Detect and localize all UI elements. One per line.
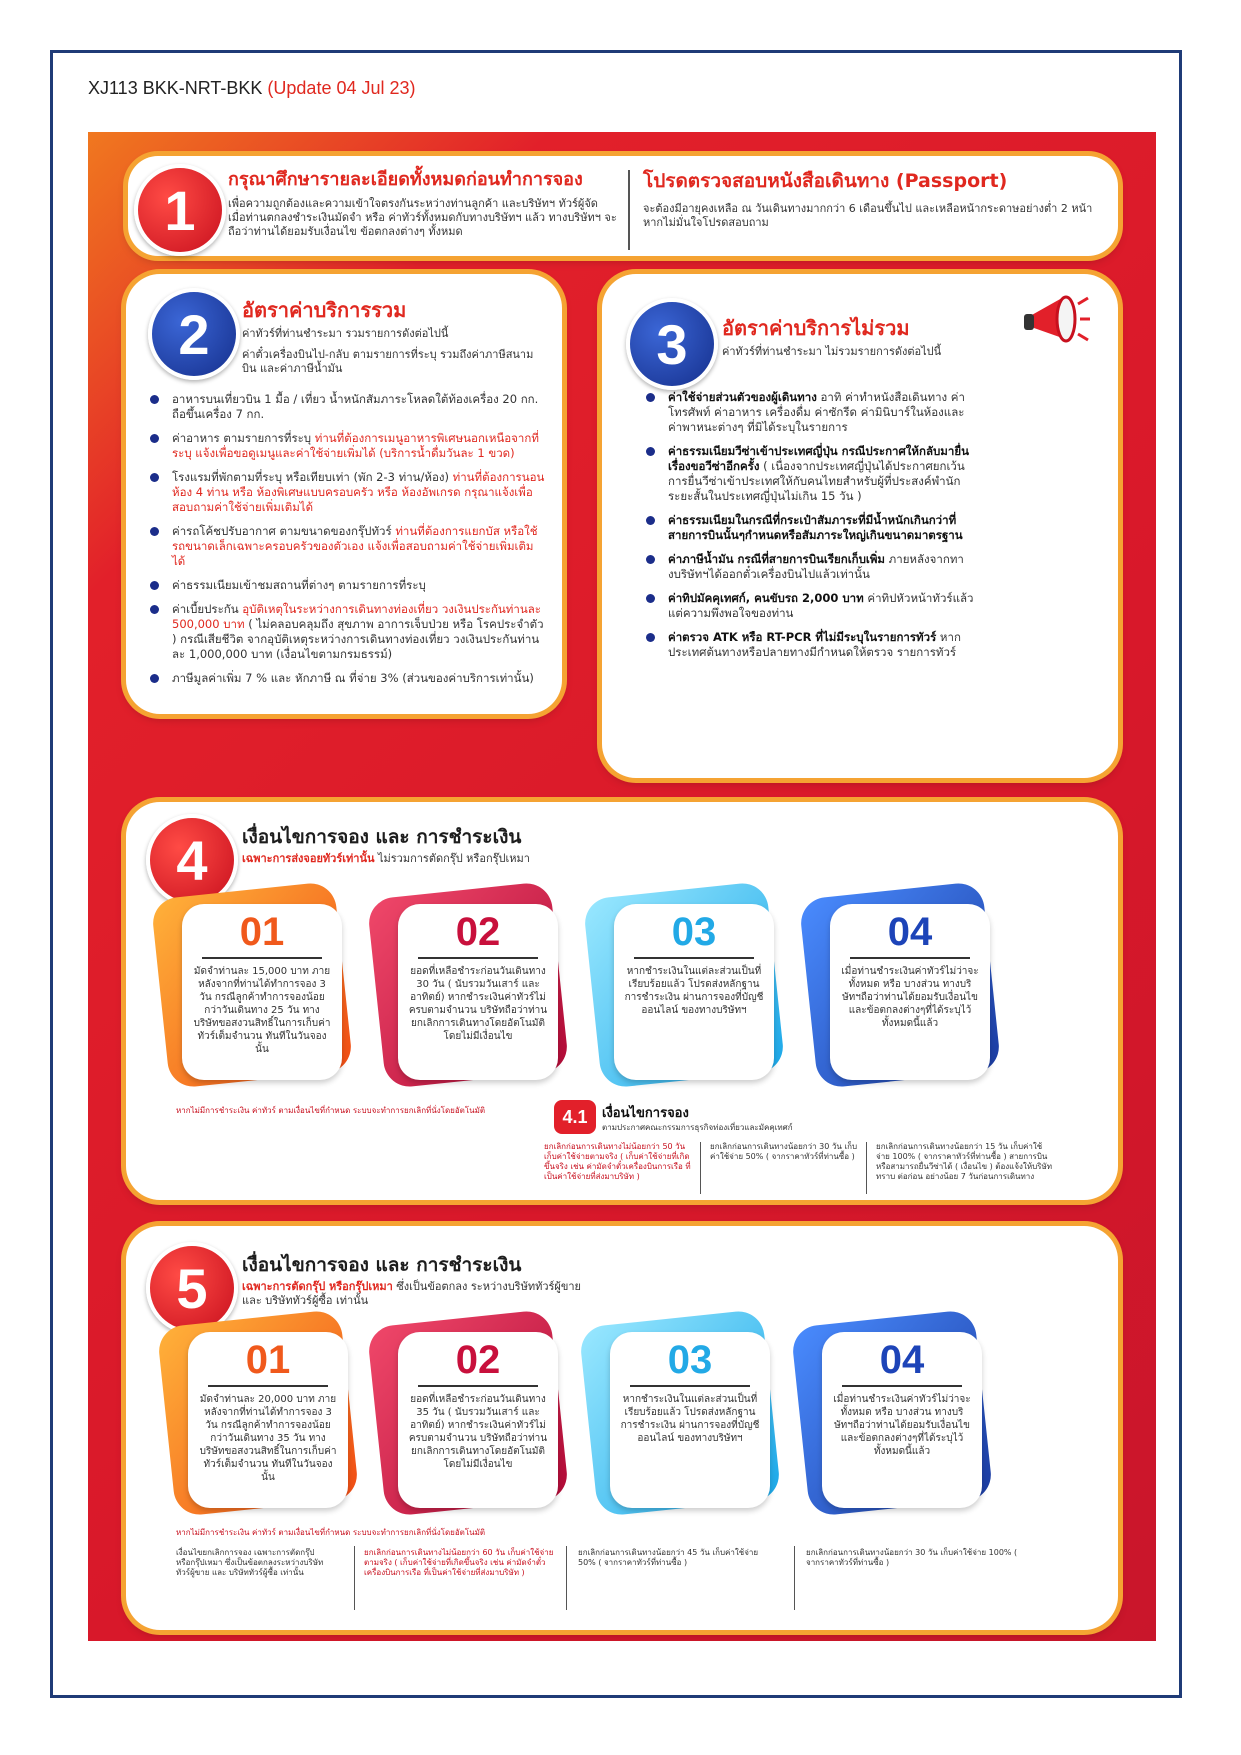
tour-code: XJ113 BKK-NRT-BKK	[88, 78, 263, 98]
s5-step-1: 01 มัดจำท่านละ 20,000 บาท ภายหลังจากที่ท่านได้ทำการจอง 3 วัน กรณีลูกค้าทำการจองน้อยกว่าวันเดินทาง 35 วัน ทางบริษัทขอสงวนสิทธิ์ในการเก็บค่าทัวร์เต็มจำนวน ทันทีในวันจองนั้น	[178, 1332, 348, 1510]
section-5-number: 5	[146, 1242, 238, 1334]
s4-step-2: 02 ยอดที่เหลือชำระก่อนวันเดินทาง 30 วัน ( นับรวมวันเสาร์ และ อาทิตย์) หากชำระเงินค่าทัวร์ไม่ครบตามจำนวน บริษัทถือว่าท่านยกเลิกการเดินทางโดยอัตโนมัติ โดยไม่มีเงื่อนไข	[388, 904, 558, 1082]
section-3-card	[602, 274, 1118, 778]
section-4-title: เงื่อนไขการจอง และ การชำระเงิน	[242, 826, 522, 848]
s4-step-3: 03 หากชำระเงินในแต่ละส่วนเป็นที่เรียบร้อยแล้ว โปรดส่งหลักฐานการชำระเงิน ผ่านการจองที่บัญชี ออนไลน์ ของทางบริษัทฯ	[604, 904, 774, 1082]
update-date: (Update 04 Jul 23)	[267, 78, 416, 98]
s5-cancel-col-4: ยกเลิกก่อนการเดินทางน้อยกว่า 30 วัน เก็บค่าใช้จ่าย 100% ( จากราคาทัวร์ที่ท่านซื้อ )	[806, 1548, 1018, 1567]
included-item: อาหารบนเที่ยวบิน 1 มื้อ / เที่ยว น้ำหนักสัมภาระโหลดใต้ท้องเครื่อง 20 กก. ถือขึ้นเครื่อง 7 กก.	[148, 392, 546, 422]
included-item: ค่าเบี้ยประกัน อุบัติเหตุในระหว่างการเดินทางท่องเที่ยว วงเงินประกันท่านละ 500,000 บาท ( ไม่คลอบคลุมถึง สุขภาพ อาการเจ็บป่วย หรือ โรคประจำตัว ) กรณีเสียชีวิต จากอุบัติเหตุระหว่างการเดินทางท่องเที่ยว วงเงินประกันท่านละ 1,000,000 บาท (เงื่อนไขตามกรมธรรม์)	[148, 602, 546, 662]
included-item: ค่าอาหาร ตามรายการที่ระบุ ท่านที่ต้องการเมนูอาหารพิเศษนอกเหนือจากที่ระบุ แจ้งเพื่อขอดูเมนูและค่าใช้จ่ายเพิ่มได้ (บริการน้ำดื่มวันละ 1 ขวด)	[148, 431, 546, 461]
section-3-number: 3	[626, 298, 718, 390]
excluded-item: ค่าธรรมเนียมวีซ่าเข้าประเทศญี่ปุ่น กรณีประกาศให้กลับมายื่นเรื่องขอวีซ่าอีกครั้ง ( เนื่องจากประเทศญี่ปุ่นได้ประกาศยกเว้นการยื่นวีซ่าเข้าประเทศให้กับคนไทยสำหรับผู้ที่ประสงค์พำนักระยะสั้นในประเทศญี่ปุ่นไม่เกิน 15 วัน )	[644, 444, 974, 504]
section-4-card	[126, 802, 1118, 1200]
included-item: ภาษีมูลค่าเพิ่ม 7 % และ หักภาษี ณ ที่จ่าย 3% (ส่วนของค่าบริการเท่านั้น)	[148, 671, 546, 686]
cancel-title: เงื่อนไขการจอง	[602, 1106, 689, 1121]
s5-step-4: 04 เมื่อท่านชำระเงินค่าทัวร์ไม่ว่าจะทั้งหมด หรือ บางส่วน ทางบริษัทฯถือว่าท่านได้ยอมรับเงื่อนไขและข้อตกลงต่างๆที่ได้ระบุไว้ ทั้งหมดนี้แล้ว	[812, 1332, 982, 1510]
s5-step-3: 03 หากชำระเงินในแต่ละส่วนเป็นที่เรียบร้อยแล้ว โปรดส่งหลักฐานการชำระเงิน ผ่านการจองที่บัญชี ออนไลน์ ของทางบริษัทฯ	[600, 1332, 770, 1510]
megaphone-icon	[1022, 290, 1092, 350]
passport-text: จะต้องมีอายุคงเหลือ ณ วันเดินทางมากกว่า 6 เดือนขึ้นไป และเหลือหน้ากระดาษอย่างต่ำ 2 หน้าหากไม่มั่นใจโปรดสอบถาม	[643, 202, 1093, 229]
section-2-number: 2	[148, 288, 240, 380]
s5-cancel-col-1: เงื่อนไขยกเลิกการจอง เฉพาะการตัดกรุ๊ป หรือกรุ๊ปเหมา ซึ่งเป็นข้อตกลงระหว่างบริษัททัวร์ผู้ขาย และ บริษัททัวร์ผู้ซื้อ เท่านั้น	[176, 1548, 324, 1577]
section-1-divider	[628, 170, 630, 250]
included-item: โรงแรมที่พักตามที่ระบุ หรือเทียบเท่า (พัก 2-3 ท่าน/ห้อง) ท่านที่ต้องการนอนห้อง 4 ท่าน หรือ ห้องพิเศษแบบครอบครัว หรือ ห้องอัพเกรด กรุณาแจ้งเพื่อสอบถามค่าใช้จ่ายเพิ่มเติมได้	[148, 470, 546, 515]
included-item: ค่ารถโค้ชปรับอากาศ ตามขนาดของกรุ๊ปทัวร์ ท่านที่ต้องการแยกบัส หรือใช้รถขนาดเล็กเฉพาะครอบครัวของตัวเอง แจ้งเพื่อสอบถามค่าใช้จ่ายเพิ่มเติมได้	[148, 524, 546, 569]
s4-step-4: 04 เมื่อท่านชำระเงินค่าทัวร์ไม่ว่าจะทั้งหมด หรือ บางส่วน ทางบริษัทฯถือว่าท่านได้ยอมรับเงื่อนไขและข้อตกลงต่างๆที่ได้ระบุไว้ ทั้งหมดนี้แล้ว	[820, 904, 990, 1082]
section-4-number: 4	[146, 814, 238, 906]
section-5-title: เงื่อนไขการจอง และ การชำระเงิน	[242, 1254, 522, 1276]
excluded-item: ค่าตรวจ ATK หรือ RT-PCR ที่ไม่มีระบุในรายการทัวร์ หากประเทศต้นทางหรือปลายทางมีกำหนดให้ตรวจ รายการทัวร์	[644, 630, 974, 660]
cancel-col-2: ยกเลิกก่อนการเดินทางน้อยกว่า 30 วัน เก็บค่าใช้จ่าย 50% ( จากราคาทัวร์ที่ท่านซื้อ )	[710, 1142, 858, 1161]
terms-poster	[88, 132, 1156, 1641]
excluded-list	[644, 390, 974, 669]
s5-cancel-col-3: ยกเลิกก่อนการเดินทางน้อยกว่า 45 วัน เก็บค่าใช้จ่าย 50% ( จากราคาทัวร์ที่ท่านซื้อ )	[578, 1548, 759, 1567]
section-2-title: อัตราค่าบริการรวม	[242, 298, 407, 322]
excluded-item: ค่าทิปมัคคุเทศก์, คนขับรถ 2,000 บาท ค่าทิปหัวหน้าทัวร์แล้วแต่ความพึงพอใจของท่าน	[644, 591, 974, 621]
cancel-col-1: ยกเลิกก่อนการเดินทางไม่น้อยกว่า 50 วัน เก็บค่าใช้จ่ายตามจริง ( เก็บค่าใช้จ่ายที่เกิดขึ้นจริง เช่น ค่ามัดจำตั๋วเครื่องบินการเรือ ที่เป็นค่าใช้จ่ายที่ส่งมาบริษัท )	[544, 1142, 691, 1181]
section-2-sub2: ค่าตั๋วเครื่องบินไป-กลับ ตามรายการที่ระบุ รวมถึงค่าภาษีสนามบิน และค่าภาษีน้ำมัน	[242, 348, 534, 375]
section-3-title: อัตราค่าบริการไม่รวม	[722, 316, 910, 340]
s5-note: หากไม่มีการชำระเงิน ค่าทัวร์ ตามเงื่อนไขที่กำหนด ระบบจะทำการยกเลิกที่นั่งโดยอัตโนมัติ	[176, 1528, 486, 1537]
section-2-sub1: ค่าทัวร์ที่ท่านชำระมา รวมรายการดังต่อไปนี้	[242, 327, 449, 340]
s5-cancel-col-2: ยกเลิกก่อนการเดินทางไม่น้อยกว่า 60 วัน เก็บค่าใช้จ่ายตามจริง ( เก็บค่าใช้จ่ายที่เกิดขึ้นจริง เช่น ค่ามัดจำตั๋วเครื่องบินการเรือ ที่เป็นค่าใช้จ่ายที่ส่งมาบริษัท )	[364, 1548, 554, 1577]
section-3-sub: ค่าทัวร์ที่ท่านชำระมา ไม่รวมรายการดังต่อไปนี้	[722, 345, 942, 358]
included-item: ค่าธรรมเนียมเข้าชมสถานที่ต่างๆ ตามรายการที่ระบุ	[148, 578, 546, 593]
excluded-item: ค่าใช้จ่ายส่วนตัวของผู้เดินทาง อาทิ ค่าทำหนังสือเดินทาง ค่าโทรศัพท์ ค่าอาหาร เครื่องดื่ม ค่าซักรีด ค่ามินิบาร์ในห้องและค่าพาหนะต่างๆ ที่มิได้ระบุในรายการ	[644, 390, 974, 435]
section-5-subtitle: เฉพาะการตัดกรุ๊ป หรือกรุ๊ปเหมา ซึ่งเป็นข้อตกลง ระหว่างบริษัททัวร์ผู้ขาย และ บริษัททัวร์ผู้ซื้อ เท่านั้น	[242, 1280, 582, 1307]
section-4-subtitle: เฉพาะการส่งจอยทัวร์เท่านั้น ไม่รวมการตัดกรุ๊ป หรือกรุ๊ปเหมา	[242, 852, 530, 865]
section-1-card	[128, 156, 1118, 256]
section-2-card	[126, 274, 562, 714]
included-list	[148, 392, 546, 695]
cancel-sub: ตามประกาศคณะกรรมการธุรกิจท่องเที่ยวและมัคคุเทศก์	[602, 1123, 793, 1132]
cancel-badge: 4.1	[554, 1100, 596, 1134]
section-1-title: กรุณาศึกษารายละเอียดทั้งหมดก่อนทำการจอง	[228, 169, 583, 190]
excluded-item: ค่าธรรมเนียมในกรณีที่กระเป๋าสัมภาระที่มีน้ำหนักเกินกว่าที่สายการบินนั้นๆกำหนดหรือสัมภาระใหญ่เกินขนาดมาตรฐาน	[644, 513, 974, 543]
s5-step-2: 02 ยอดที่เหลือชำระก่อนวันเดินทาง 35 วัน ( นับรวมวันเสาร์ และ อาทิตย์) หากชำระเงินค่าทัวร์ไม่ครบตามจำนวน บริษัทถือว่าท่านยกเลิกการเดินทางโดยอัตโนมัติ โดยไม่มีเงื่อนไข	[388, 1332, 558, 1510]
section-1-text: เพื่อความถูกต้องและความเข้าใจตรงกันระหว่างท่านลูกค้า และบริษัทฯ ทัวร์ผู้จัด เมื่อท่านตกลงชำระเงินมัดจำ หรือ ค่าทัวร์ทั้งหมดกับทางบริษัทฯ แล้ว ทางบริษัทฯ จะถือว่าท่านได้ยอมรับเงื่อนไข ข้อตกลงต่างๆ ทั้งหมด	[228, 197, 617, 238]
excluded-item: ค่าภาษีน้ำมัน กรณีที่สายการบินเรียกเก็บเพิ่ม ภายหลังจากทางบริษัทฯได้ออกตั๋วเครื่องบินไปแล้วเท่านั้น	[644, 552, 974, 582]
page-header	[88, 78, 416, 99]
section-5-card	[126, 1226, 1118, 1630]
s4-step-1: 01 มัดจำท่านละ 15,000 บาท ภายหลังจากที่ท่านได้ทำการจอง 3 วัน กรณีลูกค้าทำการจองน้อยกว่าวันเดินทาง 25 วัน ทางบริษัทขอสงวนสิทธิ์ในการเก็บค่าทัวร์เต็มจำนวน ทันทีในวันจองนั้น	[172, 904, 342, 1082]
s4-note: หากไม่มีการชำระเงิน ค่าทัวร์ ตามเงื่อนไขที่กำหนด ระบบจะทำการยกเลิกที่นั่งโดยอัตโนมัติ	[176, 1106, 486, 1115]
section-1-number: 1	[134, 164, 226, 256]
passport-title: โปรดตรวจสอบหนังสือเดินทาง (Passport)	[643, 170, 1008, 192]
cancel-col-3: ยกเลิกก่อนการเดินทางน้อยกว่า 15 วัน เก็บค่าใช้จ่าย 100% ( จากราคาทัวร์ที่ท่านซื้อ ) สายการบินหรือสามารถยื่นวีซ่าได้ ( เงื่อนไข ) ต้องแจ้งให้บริษัท ทราบ ต่อก่อน อย่างน้อย 7 วันก่อนการเดินทาง	[876, 1142, 1053, 1181]
